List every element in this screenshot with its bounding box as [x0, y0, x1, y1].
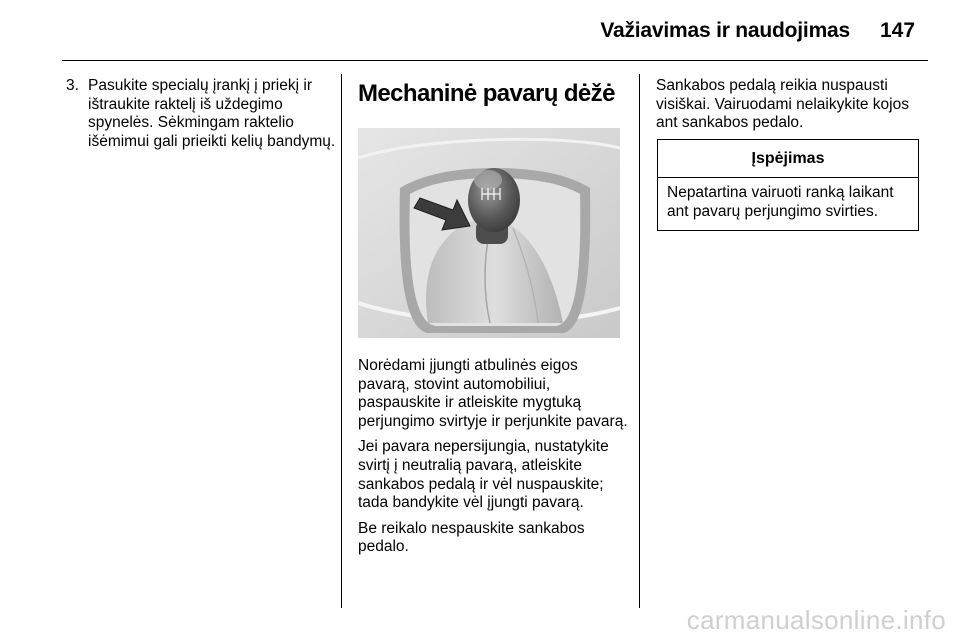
column-divider-right [639, 74, 640, 608]
page-number: 147 [880, 19, 916, 42]
warning-box [657, 139, 919, 231]
warning-text: Nepatartina vairuoti ranką laikant ant pavarų perjungimo svirties. [667, 184, 894, 220]
step-text: Pasukite specialų įrankį į priekį ir ištraukite raktelį iš uždegimo spynelės. Sėkmingam raktelio išėmimui gali prieikti kelių bandymų. [88, 77, 336, 150]
section-title: Mechaninė pavarų dėžė [358, 80, 615, 107]
header-rule [62, 60, 928, 61]
step-number: 3. [66, 77, 79, 94]
warning-title: Įspėjimas [658, 140, 918, 178]
manual-gearbox-text [358, 357, 630, 564]
running-header-title: Važiavimas ir naudojimas [600, 19, 850, 42]
paragraph-reverse-gear: Norėdami įjungti atbulinės eigos pavarą, stovint automobiliui, paspauskite ir atleiskite mygtuką perjungimo svirtyje ir perjunkite pavarą. [358, 357, 628, 430]
paragraph-gear-not-engaging: Jei pavara nepersijungia, nustatykite svirtį į neutralią pavarą, atleiskite sankabos pedalą ir vėl nuspauskite; tada bandykite vėl įjungti pavarą. [358, 438, 609, 512]
clutch-text [656, 77, 932, 140]
column-divider-left [341, 74, 342, 608]
step-3 [66, 77, 336, 151]
paragraph-clutch-pedal: Sankabos pedalą reikia nuspausti visiškai. Vairuodami nelaikykite kojos ant sankabos pedalo. [656, 77, 909, 132]
gear-shift-illustration [358, 128, 620, 338]
paragraph-clutch-advice: Be reikalo nespauskite sankabos pedalo. [358, 519, 585, 556]
watermark: carmanualsonline.info [686, 605, 946, 635]
